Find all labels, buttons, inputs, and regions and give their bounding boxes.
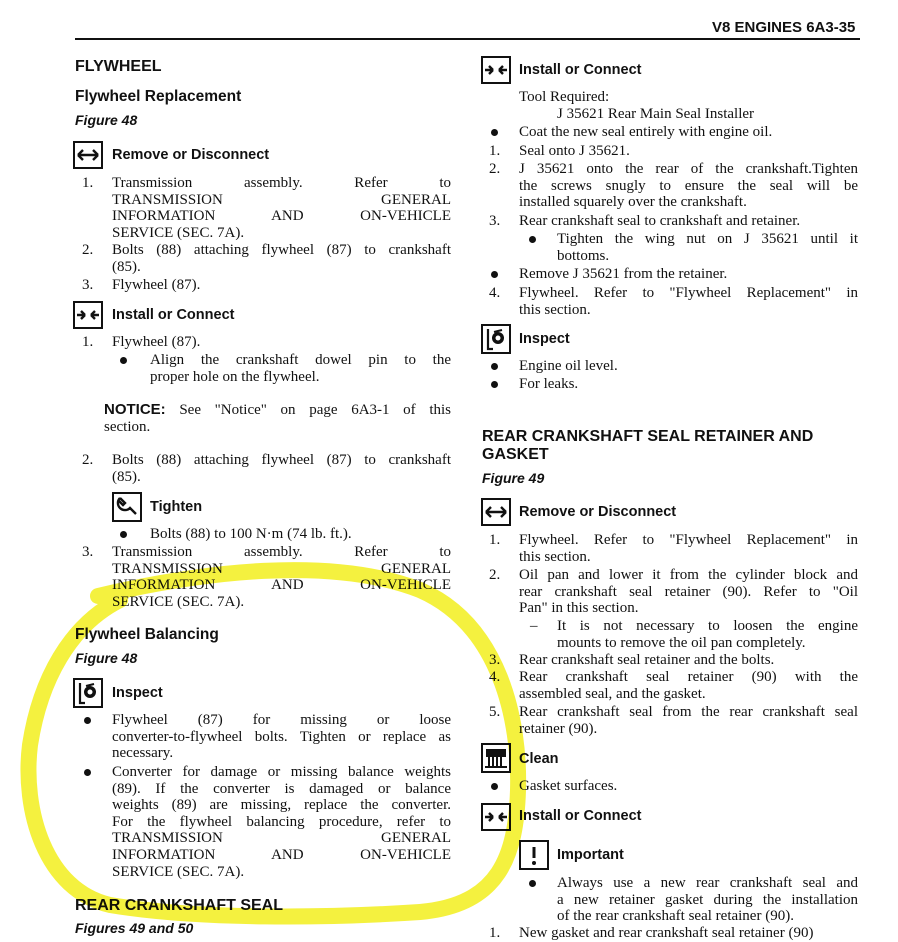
step-text: Flywheel. Refer to "Flywheel Replacement" in this section. (519, 532, 858, 565)
bullet-text: Bolts (88) to 100 N·m (74 lb. ft.). (150, 526, 352, 542)
subsection-heading-balancing: Flywheel Balancing (75, 626, 219, 643)
bullet-text: Always use a new rear crankshaft seal and a new retainer gasket during the installation of the rear crankshaft seal retainer (90). (557, 875, 858, 925)
bullet-text: Gasket surfaces. (519, 778, 618, 794)
figure-ref: Figure 48 (75, 112, 138, 128)
step-number: 1. (489, 532, 501, 548)
bullet (120, 531, 127, 538)
step-text: Oil pan and lower it from the cylinder block and rear crankshaft seal retainer (90). Refer to "Oil Pan" in this section. (519, 567, 858, 617)
step-number: 2. (489, 567, 501, 583)
step-text: Rear crankshaft seal to crankshaft and retainer. (519, 213, 801, 229)
remove-icon (481, 498, 511, 526)
step-text: Flywheel. Refer to "Flywheel Replacement" in this section. (519, 285, 858, 318)
bullet (491, 129, 498, 136)
important-icon (519, 840, 549, 870)
inspect-icon (73, 678, 103, 708)
step-text: Bolts (88) attaching flywheel (87) to crankshaft (85). (112, 452, 451, 485)
step-text: Seal onto J 35621. (519, 143, 630, 159)
notice-label: NOTICE: (104, 401, 166, 418)
action-label-important: Important (557, 847, 624, 863)
dash-marker: – (530, 618, 538, 634)
header-rule (75, 38, 860, 40)
action-label-tighten: Tighten (150, 499, 203, 515)
bullet-text: Tighten the wing nut on J 35621 until it bottoms. (557, 231, 858, 264)
action-label-inspect: Inspect (519, 331, 570, 347)
figure-ref: Figures 49 and 50 (75, 920, 194, 936)
bullet (491, 381, 498, 388)
tool-required: Tool Required: (519, 89, 610, 105)
bullet (491, 271, 498, 278)
step-text: Rear crankshaft seal retainer (90) with the assembled seal, and the gasket. (519, 669, 858, 702)
step-number: 4. (489, 285, 501, 301)
clean-icon (481, 743, 511, 773)
step-number: 2. (489, 161, 501, 177)
step-number: 1. (82, 334, 94, 350)
bullet (120, 357, 127, 364)
step-text: Flywheel (87). (112, 334, 201, 350)
step-text: Transmission assembly. Refer to TRANSMISSION GENERAL INFORMATION AND ON-VEHICLE SERVICE (SEC. 7A). (112, 544, 451, 610)
action-label-install: Install or Connect (519, 62, 642, 78)
step-number: 3. (82, 277, 94, 293)
step-number: 4. (489, 669, 501, 685)
install-icon (73, 301, 103, 329)
step-text: Bolts (88) attaching flywheel (87) to crankshaft (85). (112, 242, 451, 275)
step-text: Flywheel (87). (112, 277, 201, 293)
page-header: V8 ENGINES 6A3-35 (712, 19, 856, 36)
step-number: 3. (489, 652, 501, 668)
bullet (529, 236, 536, 243)
bullet (491, 363, 498, 370)
install-icon (481, 56, 511, 84)
section-heading-flywheel: FLYWHEEL (75, 58, 162, 75)
step-number: 2. (82, 242, 94, 258)
figure-ref: Figure 49 (482, 470, 545, 486)
bullet-text: For leaks. (519, 376, 579, 392)
step-number: 2. (82, 452, 94, 468)
step-number: 3. (489, 213, 501, 229)
bullet-text: Engine oil level. (519, 358, 618, 374)
step-text-cut-off: 1. New gasket and rear crankshaft seal retainer (90) (489, 925, 814, 941)
step-text: Rear crankshaft seal from the rear crankshaft seal retainer (90). (519, 704, 858, 737)
bullet-text: Converter for damage or missing balance weights (89). If the converter is damaged or balance weights (89) are missing, replace the converter. For the flywheel balancing procedure, refer to TRANSMISSION GENERAL INFORMATION AND ON-VEHICLE SERVICE (SEC. 7A). (112, 764, 451, 880)
action-label-clean: Clean (519, 751, 559, 767)
action-label-remove: Remove or Disconnect (112, 147, 270, 163)
remove-icon (73, 141, 103, 169)
step-text: Rear crankshaft seal retainer and the bolts. (519, 652, 775, 668)
bullet (491, 783, 498, 790)
step-number: 1. (82, 175, 94, 191)
bullet-text: Align the crankshaft dowel pin to the proper hole on the flywheel. (150, 352, 451, 385)
bullet (84, 717, 91, 724)
dash-note: It is not necessary to loosen the engine mounts to remove the oil pan completely. (557, 618, 858, 651)
action-label-install: Install or Connect (519, 808, 642, 824)
step-number: 3. (82, 544, 94, 560)
bullet-text: Flywheel (87) for missing or loose converter-to-flywheel bolts. Tighten or replace as necessary. (112, 712, 451, 762)
bullet (529, 880, 536, 887)
inspect-icon (481, 324, 511, 354)
bullet-text: Coat the new seal entirely with engine oil. (519, 124, 773, 140)
step-number: 5. (489, 704, 501, 720)
step-text: J 35621 onto the rear of the crankshaft.Tighten the screws snugly to ensure the seal will be installed squarely over the crankshaft. (519, 161, 858, 211)
section-heading-rear-seal: REAR CRANKSHAFT SEAL (75, 897, 283, 914)
action-label-inspect: Inspect (112, 685, 163, 701)
bullet-text: Remove J 35621 from the retainer. (519, 266, 728, 282)
step-number: 1. (489, 143, 501, 159)
figure-ref: Figure 48 (75, 650, 138, 666)
tighten-wrench-icon (112, 492, 142, 522)
action-label-install: Install or Connect (112, 307, 235, 323)
step-text: Transmission assembly. Refer to TRANSMISSION GENERAL INFORMATION AND ON-VEHICLE SERVICE (SEC. 7A). (112, 175, 451, 241)
notice: NOTICE: See "Notice" on page 6A3-1 of this section. (104, 401, 452, 435)
tool-name: J 35621 Rear Main Seal Installer (557, 106, 755, 122)
install-icon (481, 803, 511, 831)
action-label-remove: Remove or Disconnect (519, 504, 677, 520)
subsection-heading-replacement: Flywheel Replacement (75, 88, 242, 105)
bullet (84, 769, 91, 776)
section-heading-retainer: REAR CRANKSHAFT SEAL RETAINER AND GASKET (482, 428, 814, 463)
